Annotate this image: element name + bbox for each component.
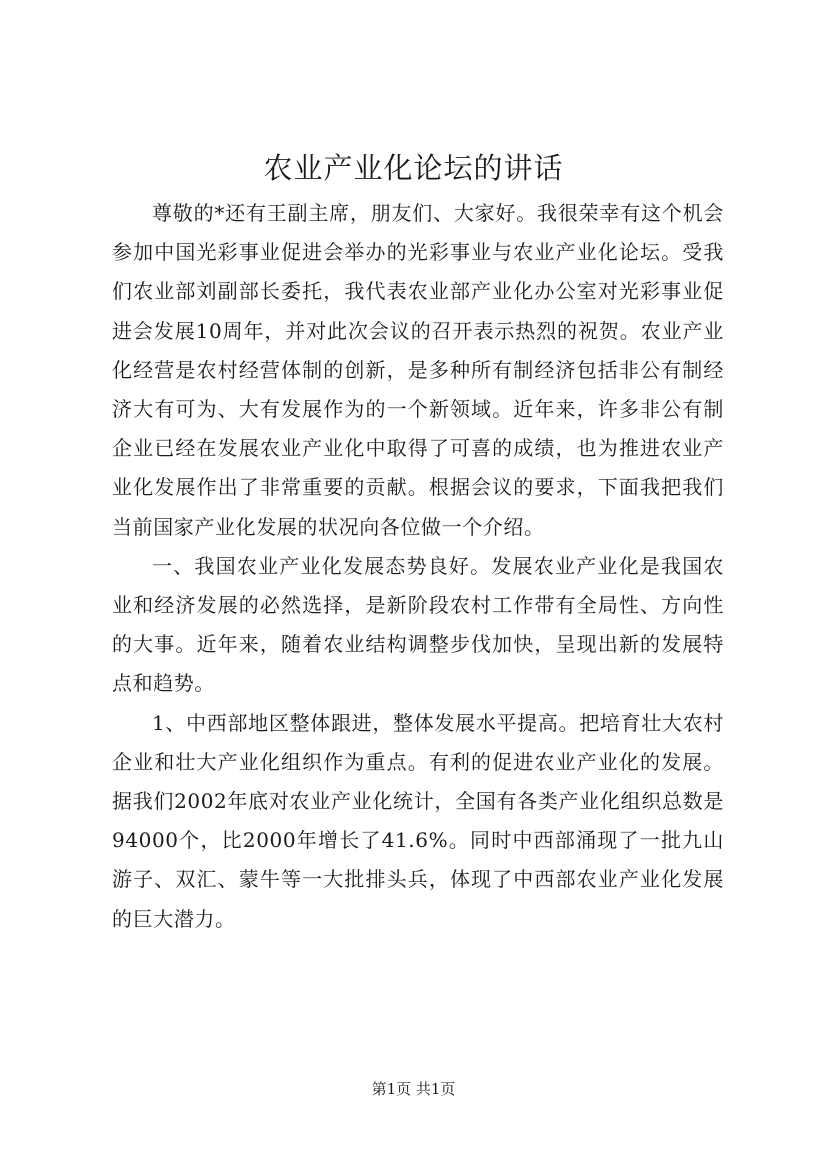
paragraph-point-one: 1、中西部地区整体跟进，整体发展水平提高。把培育壮大农村企业和壮大产业化组织作为重点。有利的促进农业产业化的发展。据我们2002年底对农业产业化统计，全国有各类产业化组织总数是94000个，比2000年增长了41.6%。同时中西部涌现了一批九山游子、双汇、蒙牛等一大批排头兵，体现了中西部农业产业化发展的巨大潜力。 [112,710,724,931]
page-footer: 第1页 共1页 [371,1080,456,1098]
document-body [112,194,724,939]
paragraph-section-one: 一、我国农业产业化发展态势良好。发展农业产业化是我国农业和经济发展的必然选择，是新阶段农村工作带有全局性、方向性的大事。近年来，随着农业结构调整步伐加快，呈现出新的发展特点和趋势。 [112,553,724,696]
document-title: 农业产业化论坛的讲话 [263,151,564,185]
paragraph-greeting: 尊敬的*还有王副主席，朋友们、大家好。我很荣幸有这个机会参加中国光彩事业促进会举办的光彩事业与农业产业化论坛。受我们农业部刘副部长委托，我代表农业部产业化办公室对光彩事业促进会发展10周年，并对此次会议的召开表示热烈的祝贺。农业产业化经营是农村经营体制的创新，是多种所有制经济包括非公有制经济大有可为、大有发展作为的一个新领域。近年来，许多非公有制企业已经在发展农业产业化中取得了可喜的成绩，也为推进农业产业化发展作出了非常重要的贡献。根据会议的要求，下面我把我们当前国家产业化发展的状况向各位做一个介绍。 [112,201,724,539]
